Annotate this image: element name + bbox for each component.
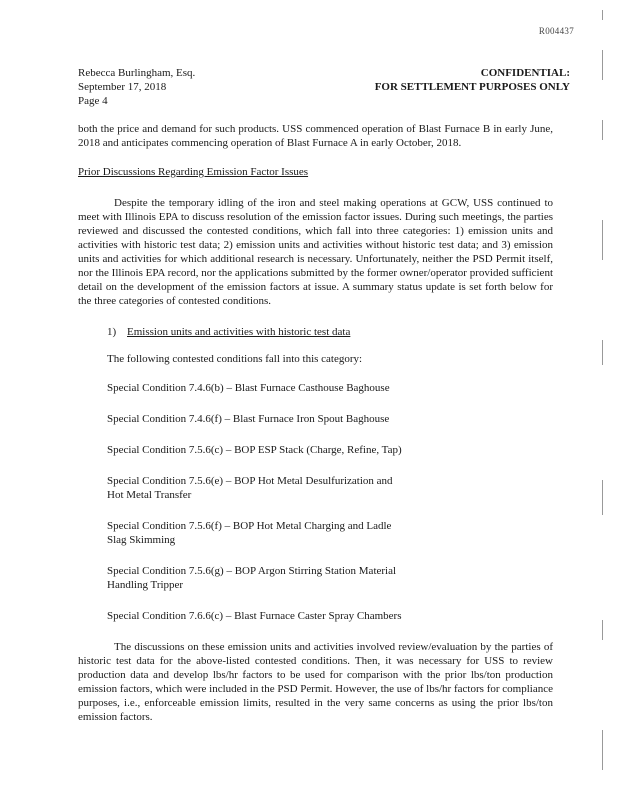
- condition-item: Special Condition 7.4.6(f) – Blast Furnace Iron Spout Baghouse: [107, 413, 390, 425]
- category-number: 1): [107, 326, 117, 338]
- paragraph-discussions: Despite the temporary idling of the iron and steel making operations at GCW, USS continued to meet with Illinois EPA to discuss resolution of the emission factor issues. During such meetings, the parties reviewed and discussed the contested conditions, which fall into three categories: 1) emission units and activities with historic test data; 2) emission units and activities without historic test data; and 3) emission units and activities for which additional research is necessary. Unfortunately, neither the PSD Permit itself, nor the Illinois EPA record, nor the applications submitted by the former owner/operator provided sufficient detail on the development of the emission factors at issue. A summary status update is set forth below for the three categories of contested conditions.: [78, 197, 553, 307]
- paragraph-closing: The discussions on these emission units and activities involved review/evaluation by the parties of historic test data for the above-listed contested conditions. Then, it was necessary for USS to review production data and develop lbs/hr factors to be used for comparison with the prior lbs/ton production emission factors, which were included in the PSD Permit. However, the use of lbs/hr factors for compliance purposes, i.e., enforceable emission limits, resulted in the very same concerns as using the prior lbs/ton emission factors.: [78, 641, 553, 723]
- settlement-label: FOR SETTLEMENT PURPOSES ONLY: [374, 81, 570, 93]
- bates-number: R004437: [538, 26, 574, 36]
- condition-item: Special Condition 7.5.6(e) – BOP Hot Metal Desulfurization and Hot Metal Transfer: [107, 475, 393, 501]
- condition-item: Special Condition 7.5.6(f) – BOP Hot Metal Charging and Ladle Slag Skimming: [107, 520, 392, 546]
- recipient-block: [78, 66, 195, 108]
- category-heading: [78, 325, 553, 339]
- confidentiality-notice: [375, 66, 570, 94]
- condition-item: Special Condition 7.4.6(b) – Blast Furnace Casthouse Baghouse: [107, 382, 390, 394]
- paragraph-continuation: both the price and demand for such products. USS commenced operation of Blast Furnace B in early June, 2018 and anticipates commencing operation of Blast Furnace A in early October, 2018.: [78, 123, 553, 149]
- condition-item: Special Condition 7.6.6(c) – Blast Furnace Caster Spray Chambers: [107, 610, 402, 622]
- page-number: Page 4: [78, 95, 108, 107]
- letter-body: [78, 122, 553, 724]
- condition-item: Special Condition 7.5.6(g) – BOP Argon Stirring Station Material Handling Tripper: [107, 565, 397, 591]
- letter-date: September 17, 2018: [78, 81, 167, 93]
- condition-item: Special Condition 7.5.6(c) – BOP ESP Stack (Charge, Refine, Tap): [107, 444, 402, 456]
- recipient-name: Rebecca Burlingham, Esq.: [78, 67, 196, 79]
- scan-edge-marks: [602, 10, 606, 790]
- letter-header: [78, 66, 570, 110]
- section-heading: Prior Discussions Regarding Emission Factor Issues: [78, 166, 309, 178]
- confidential-label: CONFIDENTIAL:: [480, 67, 570, 79]
- category-intro: The following contested conditions fall into this category:: [107, 353, 363, 365]
- condition-list: [78, 381, 553, 623]
- category-label: Emission units and activities with historic test data: [127, 326, 351, 338]
